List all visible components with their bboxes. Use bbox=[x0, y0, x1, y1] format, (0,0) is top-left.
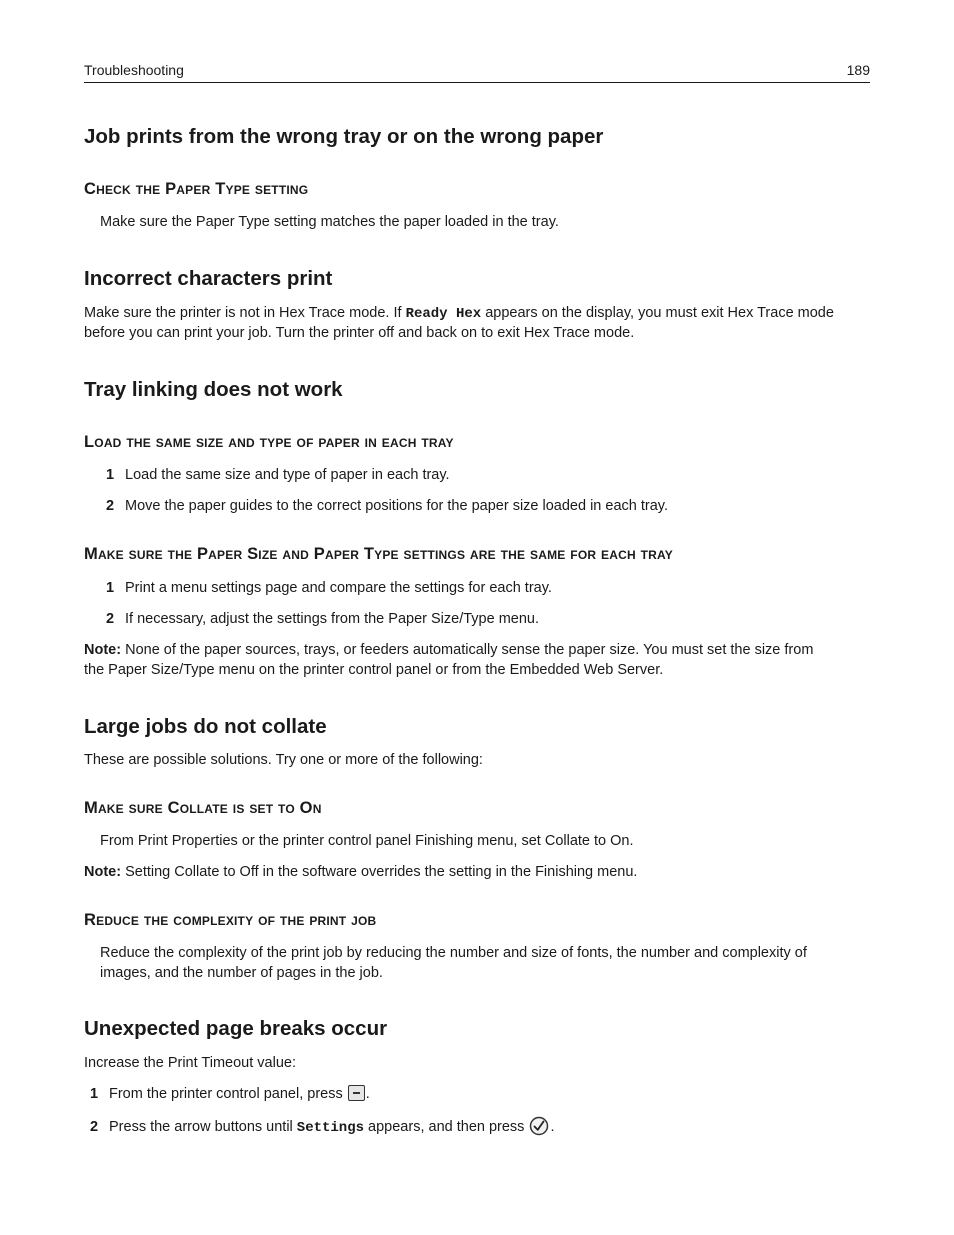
running-header bbox=[84, 60, 870, 83]
subheading-check-paper-type: Check the Paper Type setting bbox=[84, 180, 309, 198]
note-text: None of the paper sources, trays, or feeders automatically sense the paper size. You must set the size from bbox=[125, 642, 814, 658]
paragraph-reduce-complexity: Reduce the complexity of the print job by reducing the number and size of fonts, the number and complexity of bbox=[100, 945, 807, 961]
section-name: Troubleshooting bbox=[84, 62, 184, 78]
step-text: . bbox=[550, 1119, 555, 1135]
display-message-code: Settings bbox=[296, 1120, 365, 1136]
subheading-collate-on: Make sure Collate is set to On bbox=[84, 799, 322, 817]
display-message-code: Ready Hex bbox=[405, 306, 482, 322]
paragraph-print-timeout: Increase the Print Timeout value: bbox=[84, 1055, 296, 1071]
step-text: Move the paper guides to the correct positions for the paper size loaded in each tray. bbox=[125, 498, 668, 514]
list-item bbox=[106, 609, 539, 629]
subheading-reduce-complexity: Reduce the complexity of the print job bbox=[84, 911, 377, 929]
list-item bbox=[90, 1084, 370, 1104]
heading-large-jobs: Large jobs do not collate bbox=[84, 715, 327, 738]
paragraph-possible-solutions: These are possible solutions. Try one or more of the following: bbox=[84, 752, 483, 768]
note-paper-size bbox=[84, 640, 870, 660]
step-number: 2 bbox=[106, 498, 115, 514]
note-paper-size-cont: the Paper Size/Type menu on the printer control panel or from the Embedded Web Server. bbox=[84, 662, 664, 678]
step-number: 2 bbox=[90, 1119, 99, 1135]
step-text: Load the same size and type of paper in each tray. bbox=[125, 467, 450, 483]
text-span: appears on the display, you must exit Hex Trace mode bbox=[485, 305, 834, 321]
list-item bbox=[106, 496, 668, 516]
step-text: If necessary, adjust the settings from the Paper Size/Type menu. bbox=[125, 611, 539, 627]
heading-wrong-tray: Job prints from the wrong tray or on the wrong paper bbox=[84, 125, 604, 148]
heading-incorrect-characters: Incorrect characters print bbox=[84, 267, 333, 290]
paragraph-hex-trace-cont: before you can print your job. Turn the printer off and back on to exit Hex Trace mode. bbox=[84, 325, 635, 341]
step-text: Press the arrow buttons until bbox=[109, 1119, 293, 1135]
list-item bbox=[106, 465, 450, 485]
select-checkmark-icon bbox=[529, 1116, 549, 1136]
step-number: 2 bbox=[106, 611, 115, 627]
subheading-load-same-paper: Load the same size and type of paper in each tray bbox=[84, 433, 454, 451]
paragraph-hex-trace bbox=[84, 303, 870, 324]
heading-tray-linking: Tray linking does not work bbox=[84, 378, 343, 401]
step-text: appears, and then press bbox=[368, 1119, 525, 1135]
step-text: From the printer control panel, press bbox=[109, 1086, 343, 1102]
paragraph-collate-on: From Print Properties or the printer control panel Finishing menu, set Collate to On. bbox=[100, 833, 634, 849]
step-text: . bbox=[365, 1086, 370, 1102]
paragraph-check-paper-type: Make sure the Paper Type setting matches the paper loaded in the tray. bbox=[100, 214, 559, 230]
list-item bbox=[90, 1116, 555, 1138]
step-number: 1 bbox=[106, 580, 115, 596]
note-collate bbox=[84, 862, 870, 882]
paragraph-reduce-complexity-cont: images, and the number of pages in the job. bbox=[100, 965, 383, 981]
list-item bbox=[106, 578, 552, 598]
note-label: Note: bbox=[84, 864, 122, 880]
note-label: Note: bbox=[84, 642, 122, 658]
text-span: Make sure the printer is not in Hex Trace mode. If bbox=[84, 305, 402, 321]
page-number: 189 bbox=[846, 62, 870, 78]
step-number: 1 bbox=[90, 1086, 99, 1102]
heading-page-breaks: Unexpected page breaks occur bbox=[84, 1017, 388, 1040]
subheading-size-type-same: Make sure the Paper Size and Paper Type settings are the same for each tray bbox=[84, 545, 673, 563]
menu-button-icon bbox=[348, 1085, 365, 1101]
step-text: Print a menu settings page and compare the settings for each tray. bbox=[125, 580, 552, 596]
step-number: 1 bbox=[106, 467, 115, 483]
note-text: Setting Collate to Off in the software overrides the setting in the Finishing menu. bbox=[125, 864, 638, 880]
